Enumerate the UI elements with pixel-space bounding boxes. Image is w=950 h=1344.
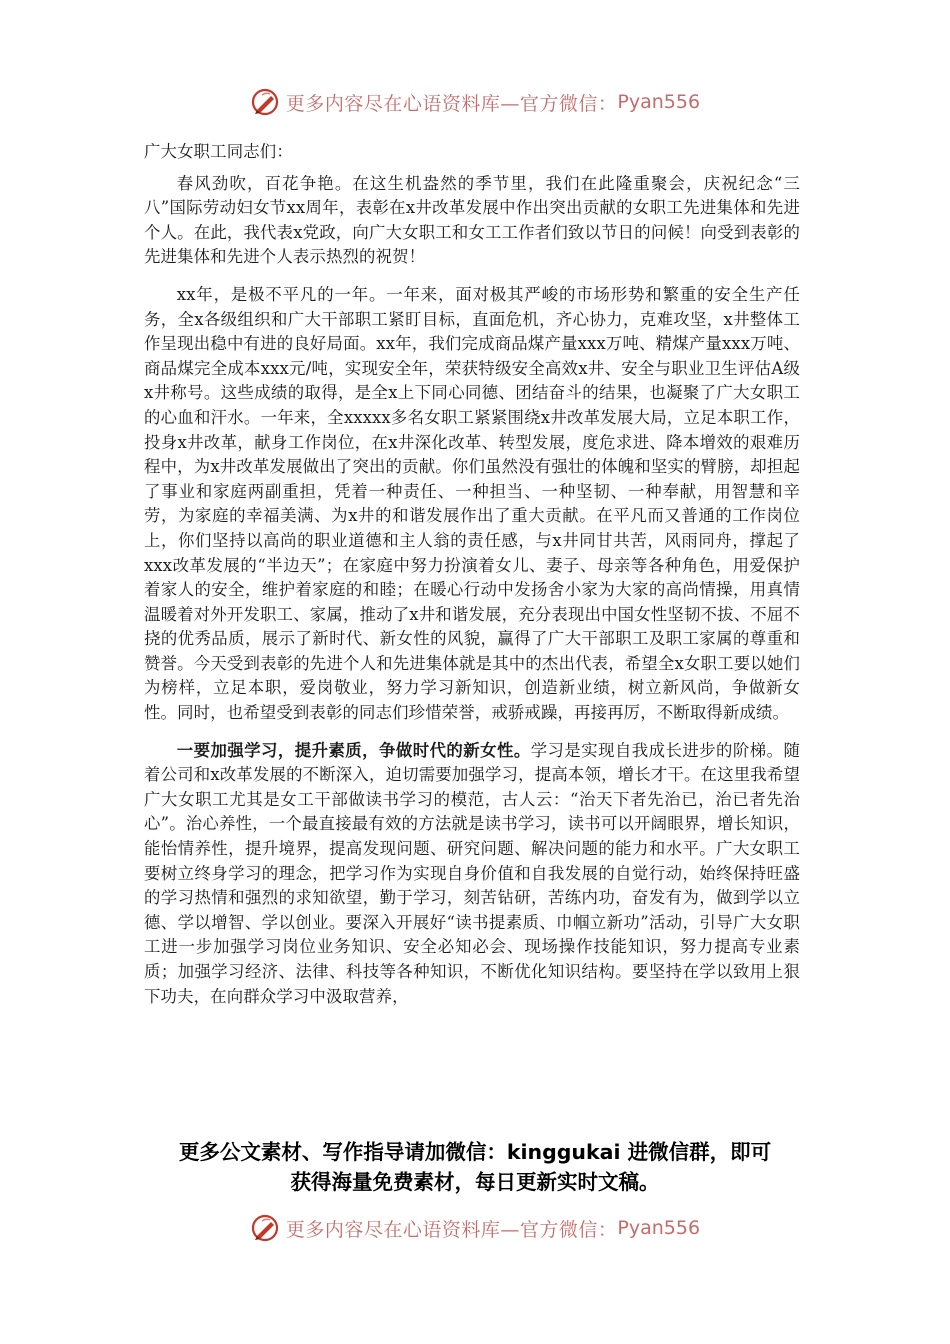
pen-logo-icon [250,87,280,117]
footer-watermark-id: Pyan556 [617,1217,701,1239]
footer-watermark-banner [0,1208,950,1248]
promo-notice-line-2: 获得海量免费素材，每日更新实时文稿。 [290,1170,660,1194]
salutation: 广大女职工同志们： [144,142,293,161]
paragraph-study-body: 学习是实现自我成长进步的阶梯。随着公司和x改革发展的不断深入，迫切需要加强学习，提高本领，增长才干。在这里我希望广大女职工尤其是女工干部做读书学习的模范，古人云：“治天下者先治已，治已者先治心”。治心养性，一个最直接最有效的方法就是读书学习，读书可以开阔眼界，增长知识，能怡情养性，提升境界，提高发现问题、研究问题、解决问题的能力和水平。广大女职工要树立终身学习的理念，把学习作为实现自身价值和自我发展的自觉行动，始终保持旺盛的学习热情和强烈的求知欲望，勤于学习，刻苦钻研，苦练内功，奋发有为，做到学以立德、学以增智、学以创业。要深入开展好“读书提素质、巾帼立新功”活动，引导广大女职工进一步加强学习岗位业务知识、安全必知必会、现场操作技能知识，努力提高专业素质；加强学习经济、法律、科技等各种知识，不断优化知识结构。要坚持在学以致用上狠下功夫，在向群众学习中汲取营养， [144,740,800,1006]
header-watermark-banner [0,82,950,122]
paragraph-study-heading: 一要加强学习，提升素质，争做时代的新女性。 [176,740,531,760]
paragraph-achievements: xx年，是极不平凡的一年。一年来，面对极其严峻的市场形势和繁重的安全生产任务，全x各级组织和广大干部职工紧盯目标，直面危机，齐心协力，克难攻坚，x井整体工作呈现出稳中有进的良好局面。xx年，我们完成商品煤产量xxx万吨、精煤产量xxx万吨、商品煤完全成本xxx元/吨，实现安全年，荣获特级安全高效x井、安全与职业卫生评估A级x井称号。这些成绩的取得，是全x上下同心同德、团结奋斗的结果，也凝聚了广大女职工的心血和汗水。一年来，全xxxxx多名女职工紧紧围绕x井改革发展大局，立足本职工作，投身x井改革，献身工作岗位，在x井深化改革、转型发展，度危求进、降本增效的艰难历程中，为x井改革发展做出了突出的贡献。你们虽然没有强壮的体魄和坚实的臂膀，却担起了事业和家庭两副重担，凭着一种责任、一种担当、一种坚韧、一种奉献，用智慧和辛劳，为家庭的幸福美满、为x井的和谐发展作出了重大贡献。在平凡而又普通的工作岗位上，你们坚持以高尚的职业道德和主人翁的责任感，与x井同甘共苦，风雨同舟，撑起了xxx改革发展的“半边天”；在家庭中努力扮演着女儿、妻子、母亲等各种角色，用爱保护着家人的安全，维护着家庭的和睦；在暖心行动中发扬舍小家为大家的高尚情操，用真情温暖着对外开发职工、家属，推动了x井和谐发展，充分表现出中国女性坚韧不拔、不屈不挠的优秀品质，展示了新时代、新女性的风貌，赢得了广大干部职工及职工家属的尊重和赞誉。今天受到表彰的先进个人和先进集体就是其中的杰出代表，希望全x女职工要以她们为榜样，立足本职，爱岗敬业，努力学习新知识，创造新业绩，树立新风尚，争做新女性。同时，也希望受到表彰的同志们珍惜荣誉，戒骄戒躁，再接再厉，不断取得新成绩。 [144,284,800,723]
promo-notice-line-1: 更多公文素材、写作指导请加微信：kinggukai 进微信群，即可 [178,1140,772,1164]
paragraph-greeting: 春风劲吹，百花争艳。在这生机盎然的季节里，我们在此隆重聚会，庆祝纪念“三八”国际劳动妇女节xx周年，表彰在x井改革发展中作出突出贡献的女职工先进集体和先进个人。在此，我代表x党政，向广大女职工和女工工作者们致以节日的问候！向受到表彰的先进集体和先进个人表示热烈的祝贺！ [144,173,800,267]
document-body [144,140,800,1009]
pen-logo-icon [250,1213,280,1243]
paragraph-study [144,739,800,1010]
promo-notice [100,1137,850,1197]
header-watermark-id: Pyan556 [617,91,701,113]
footer-watermark-text: 更多内容尽在心语资料库—官方微信： [285,1218,618,1241]
header-watermark-text: 更多内容尽在心语资料库—官方微信： [285,92,618,115]
